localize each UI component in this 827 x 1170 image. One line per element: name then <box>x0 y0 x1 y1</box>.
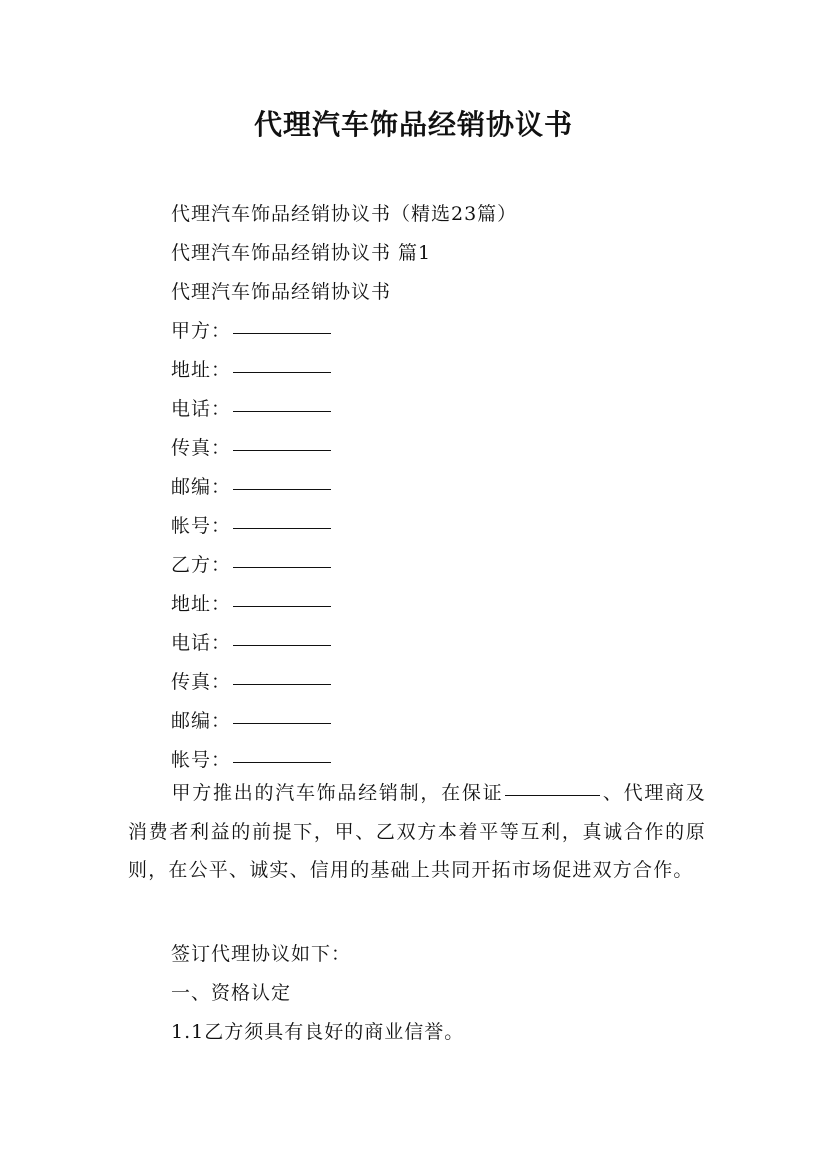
party-a-phone-field <box>171 394 331 421</box>
fill-in-blank[interactable] <box>233 683 331 685</box>
party-a-postcode-field <box>171 472 331 499</box>
paragraph-text-end: 、代理商及消费者利益的前提下，甲、乙双方本着平等互利，真诚合作的原则，在公平、诚实、信用的基础上共同开拓市场促进双方合作。 <box>128 782 706 881</box>
field-label: 乙方： <box>171 554 232 576</box>
paragraph-text-start: 甲方推出的汽车饰品经销制，在保证 <box>171 782 504 804</box>
field-label: 帐号： <box>171 515 232 537</box>
field-label: 邮编： <box>171 476 232 498</box>
fill-in-blank[interactable] <box>233 371 331 373</box>
field-label: 地址： <box>171 359 232 381</box>
field-label: 电话： <box>171 398 232 420</box>
document-name: 代理汽车饰品经销协议书 <box>171 281 392 303</box>
field-label: 帐号： <box>171 749 232 771</box>
fill-in-blank[interactable] <box>233 488 331 490</box>
party-b-postcode-field <box>171 706 331 733</box>
fill-in-blank[interactable] <box>233 332 331 334</box>
fill-in-blank[interactable] <box>233 410 331 412</box>
party-a-account-field <box>171 511 331 538</box>
fill-in-blank[interactable] <box>233 527 331 529</box>
party-b-address-field <box>171 589 331 616</box>
field-label: 甲方： <box>171 320 232 342</box>
section-heading: 代理汽车饰品经销协议书 篇1 <box>171 242 432 264</box>
fill-in-blank[interactable] <box>233 449 331 451</box>
party-b-field <box>171 550 331 577</box>
party-b-account-field <box>171 745 331 772</box>
fill-in-blank[interactable] <box>233 605 331 607</box>
fill-in-blank[interactable] <box>505 794 600 796</box>
fill-in-blank[interactable] <box>233 722 331 724</box>
clause-1-1: 1.1乙方须具有良好的商业信誉。 <box>171 1021 465 1043</box>
document-subtitle: 代理汽车饰品经销协议书（精选23篇） <box>171 203 518 225</box>
field-label: 传真： <box>171 437 232 459</box>
field-label: 地址： <box>171 593 232 615</box>
fill-in-blank[interactable] <box>233 566 331 568</box>
fill-in-blank[interactable] <box>233 761 331 763</box>
party-a-fax-field <box>171 433 331 460</box>
intro-paragraph <box>128 774 706 890</box>
field-label: 电话： <box>171 632 232 654</box>
field-label: 邮编： <box>171 710 232 732</box>
field-label: 传真： <box>171 671 232 693</box>
party-b-phone-field <box>171 628 331 655</box>
party-b-fax-field <box>171 667 331 694</box>
clause-heading: 一、资格认定 <box>171 982 292 1004</box>
party-a-address-field <box>171 355 331 382</box>
agreement-intro: 签订代理协议如下： <box>171 943 352 965</box>
party-a-field <box>171 316 331 343</box>
document-title: 代理汽车饰品经销协议书 <box>253 108 573 141</box>
fill-in-blank[interactable] <box>233 644 331 646</box>
